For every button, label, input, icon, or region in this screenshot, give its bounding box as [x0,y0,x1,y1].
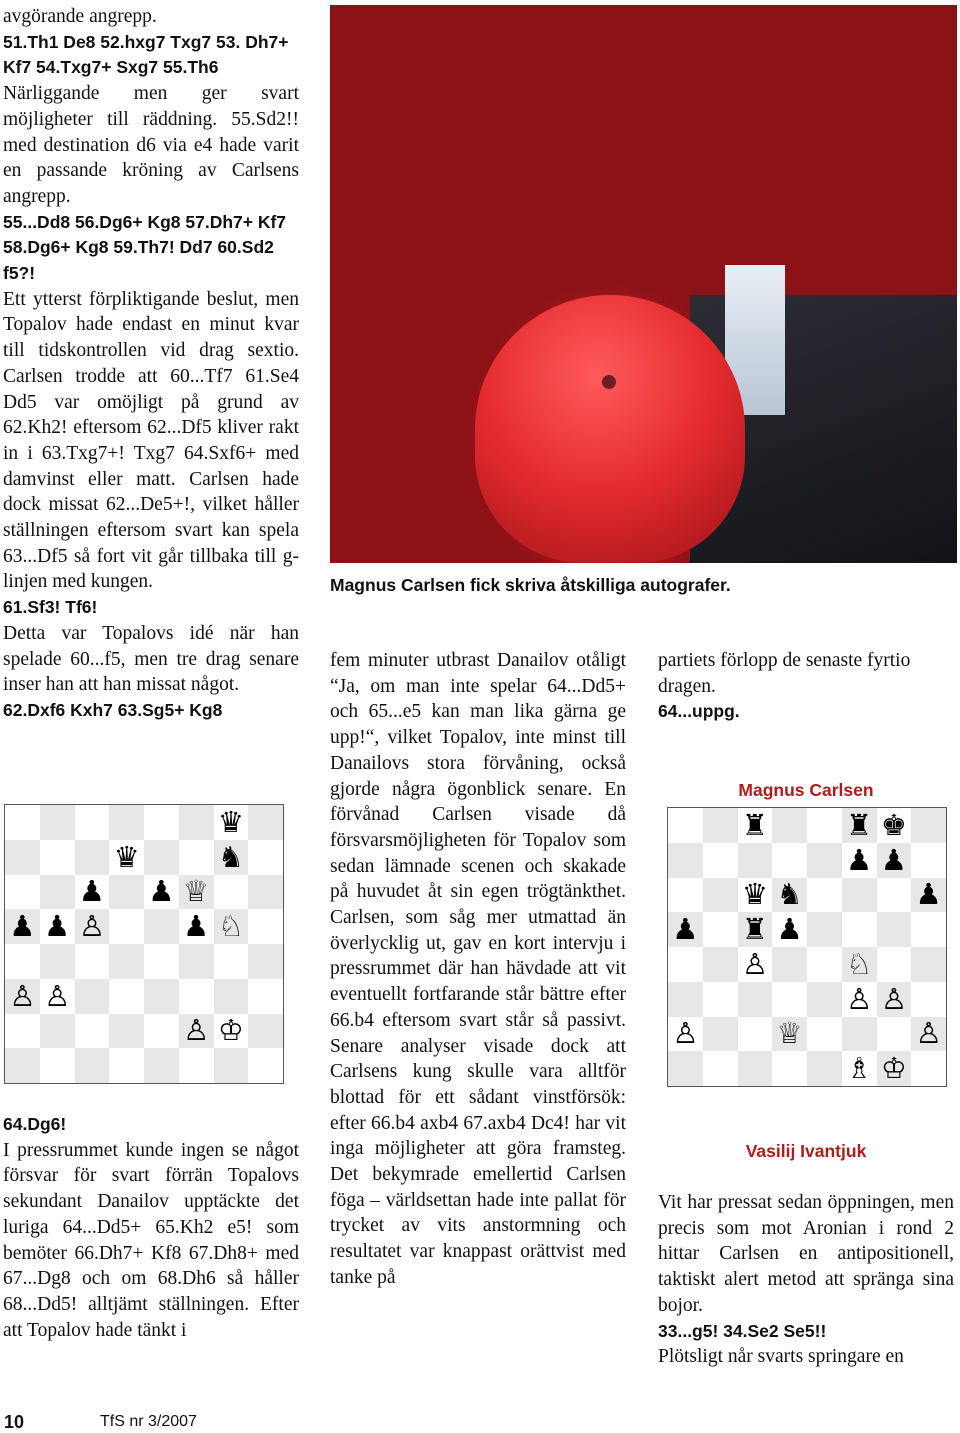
board-square [109,1014,144,1049]
board-square [668,982,703,1017]
board-square [772,1051,807,1086]
board-square [772,808,807,843]
text-block: avgörande angrepp. [3,6,157,27]
board-square: ♜ [738,808,773,843]
board-square [40,875,75,910]
board-square [40,1048,75,1083]
board-square [144,1014,179,1049]
board-square [807,912,842,947]
board-square [807,808,842,843]
board-square [911,843,946,878]
board-square: ♜ [842,808,877,843]
board-square [109,944,144,979]
page-footer [4,1412,197,1433]
move-line: 33...g5! 34.Se2 Se5!! [658,1320,827,1341]
board-square [668,1051,703,1086]
text-block: Detta var Topalovs idé när han spelade 60...f5, men tre drag senare inser han att han missat något. [3,622,299,696]
board-square [842,878,877,913]
move-line: 62.Dxf6 Kxh7 63.Sg5+ Kg8 [3,699,223,720]
board-square [179,1048,214,1083]
board-square [214,1048,249,1083]
board-square [911,912,946,947]
board-square [703,912,738,947]
board-square: ♟ [877,843,912,878]
board-square: ♘ [842,947,877,982]
board-square [877,878,912,913]
board-square [807,947,842,982]
text-block: Plötsligt når svarts springare en [658,1346,904,1368]
board-square [668,808,703,843]
board-square: ♗ [842,1051,877,1086]
page-number: 10 [4,1412,25,1432]
board-square [911,947,946,982]
board-square [248,1048,283,1083]
board-square [40,1014,75,1049]
board-square [772,947,807,982]
move-line: 61.Sf3! Tf6! [3,597,98,618]
board-square [248,979,283,1014]
board-square [179,805,214,840]
board-square [668,878,703,913]
article-column-3 [658,648,954,725]
board-square [214,979,249,1014]
board-square [738,1017,773,1052]
board-square: ♙ [40,979,75,1014]
board-square: ♟ [40,909,75,944]
chess-diagram-1 [4,804,284,1084]
board-square: ♞ [772,878,807,913]
move-line: 51.Th1 De8 52.hxg7 Txg7 53. Dh7+ Kf7 54.Txg7+ Sxg7 55.Th6 [3,31,289,78]
board-square [807,1017,842,1052]
board-square [738,1051,773,1086]
board-square [738,982,773,1017]
board-square [40,805,75,840]
board-square [179,840,214,875]
board-square [703,947,738,982]
article-column-1-continued [3,1112,299,1343]
board-square [40,840,75,875]
board-square [144,840,179,875]
board-square: ♕ [179,875,214,910]
board-square [248,875,283,910]
board-square [75,944,110,979]
photo-red-cap [475,295,745,563]
board-square: ♛ [214,805,249,840]
board-square [772,843,807,878]
magazine-issue: TfS nr 3/2007 [100,1413,197,1430]
board-square [248,840,283,875]
board-square: ♟ [842,843,877,878]
board-square [703,843,738,878]
board-square [144,944,179,979]
board-square [109,1048,144,1083]
board-square [703,982,738,1017]
board-square [807,982,842,1017]
board-square: ♙ [877,982,912,1017]
board-square: ♙ [5,979,40,1014]
board-square [668,947,703,982]
board-square: ♙ [911,1017,946,1052]
board-square [109,805,144,840]
photo-caption: Magnus Carlsen fick skriva åtskilliga autografer. [330,575,731,595]
board-square [144,909,179,944]
board-square [179,944,214,979]
board-square [911,1051,946,1086]
board-square [179,979,214,1014]
board-square [109,875,144,910]
move-line: 55...Dd8 56.Dg6+ Kg8 57.Dh7+ Kf7 58.Dg6+ Kg8 59.Th7! Dd7 60.Sd2 f5?! [3,211,287,284]
board-square: ♟ [144,875,179,910]
text-block: I pressrummet kunde ingen se något försvar för svart förrän Topalovs sekundant Danailov upptäckte det luriga 64...Dd5+ 65.Kh2 e5! som bemöter 66.Dh7+ Kf8 67.Dh8+ med 67...Dg8 och om 68.Dh6 så håller 68...Dd5! alltjämt ställningen. Efter att Topalov hade tänkt i [3,1139,299,1341]
board-square [738,843,773,878]
article-column-3-continued [658,1190,954,1370]
board-square [703,878,738,913]
board-square: ♟ [911,878,946,913]
board-square: ♙ [75,909,110,944]
board-square [109,909,144,944]
board-square: ♟ [179,909,214,944]
board-square [75,805,110,840]
text-block: Närliggande men ger svart möjligheter till räddning. 55.Sd2!! med destination d6 via e4 hade varit en passande kröning av Carlsens angrepp. [3,83,299,207]
board-square: ♟ [668,912,703,947]
board-square [109,979,144,1014]
board-square [5,1014,40,1049]
move-line: 64...uppg. [658,701,740,722]
text-block: fem minuter utbrast Danailov otåligt “Ja, om man inte spelar 64...Dd5+ och 65...e5 kan man lika gärna ge upp!“, vilket Topalov, inte minst till Danailovs stora förvåning, också gjorde några ögonblick senare. En förvånad Carlsen visade då försvarsmöjligheten för Topalov som sedan lämnade scenen och skakade på huvudet åt sin egen trögtänkthet. Carlsen, som såg mer utmattad än överlycklig ut, gav en kort intervju i pressrummet där han hävdade att vit eventuellt fortfarande står bättre efter 66.b4 eftersom svart står så passivt. Senare analyser visade dock att Carlsens kung skulle vara alltför blottad för ett sådant vinstförsök: efter 66.b4 axb4 67.axb4 Dc4! har vit inga möjligheter att göra framsteg. Det bekymrade emellertid Carlsen föga – världsettan hade inte pallat för trycket av vits anstormning och resultatet var knappast orättvist med tanke på [330,650,626,1288]
board-square [214,944,249,979]
board-square [75,840,110,875]
board-square [703,1051,738,1086]
board-square [703,808,738,843]
text-block: Ett ytterst förpliktigande beslut, men Topalov hade endast en minut kvar till tidskontrollen vid drag sextio. Carlsen trodde att 60...Tf7 61.Se4 Dd5 var omöjligt på grund av 62.Kh2! eftersom 62...Df5 kliver rakt in i 63.Txg7+! Txg7 64.Sxf6+ med damvinst eller matt. Carlsen hade dock missat 62...De5+!, vilket håller ställningen eftersom svart kan spela 63...Df5 så fort vit går tillbaka till g-linjen med kungen. [3,288,299,593]
diagram-bottom-player: Vasilij Ivantjuk [745,1141,867,1161]
board-square: ♜ [738,912,773,947]
board-square [807,878,842,913]
board-square [772,982,807,1017]
board-square: ♛ [109,840,144,875]
board-square [807,1051,842,1086]
board-square [248,805,283,840]
board-square [75,1014,110,1049]
board-square: ♔ [877,1051,912,1086]
board-square [877,947,912,982]
board-square: ♙ [668,1017,703,1052]
board-square: ♟ [772,912,807,947]
board-square: ♛ [738,878,773,913]
diagram-top-player: Magnus Carlsen [738,780,874,800]
board-square [5,875,40,910]
board-square [75,1048,110,1083]
board-square [911,808,946,843]
board-square [144,805,179,840]
board-square: ♔ [214,1014,249,1049]
text-block: Vit har pressat sedan öppningen, men precis som mot Aronian i rond 2 hittar Carlsen en antipositionell, taktiskt alert metod att spränga sina bojor. [658,1192,954,1316]
board-square [40,944,75,979]
board-square [5,805,40,840]
board-square [703,1017,738,1052]
board-square [144,1048,179,1083]
board-square [842,912,877,947]
board-square [248,1014,283,1049]
photo-autographs [330,5,957,563]
board-square [877,1017,912,1052]
article-column-2 [330,648,626,1291]
board-square [5,840,40,875]
board-square [5,944,40,979]
board-square [911,982,946,1017]
board-square [5,1048,40,1083]
board-square: ♕ [772,1017,807,1052]
board-square [248,944,283,979]
board-square: ♘ [214,909,249,944]
board-square [248,909,283,944]
article-column-1 [3,4,299,724]
board-square: ♞ [214,840,249,875]
move-line: 64.Dg6! [3,1114,67,1134]
board-square [75,979,110,1014]
board-square: ♙ [842,982,877,1017]
photo-cap-button [602,375,616,389]
board-square [668,843,703,878]
board-square [807,843,842,878]
board-square: ♟ [5,909,40,944]
board-square: ♙ [738,947,773,982]
board-square: ♟ [75,875,110,910]
chess-diagram-2 [667,807,947,1087]
board-square [214,875,249,910]
board-square [842,1017,877,1052]
board-square [877,912,912,947]
board-square [144,979,179,1014]
text-block: partiets förlopp de senaste fyrtio dragen. [658,650,911,697]
board-square: ♚ [877,808,912,843]
board-square: ♙ [179,1014,214,1049]
